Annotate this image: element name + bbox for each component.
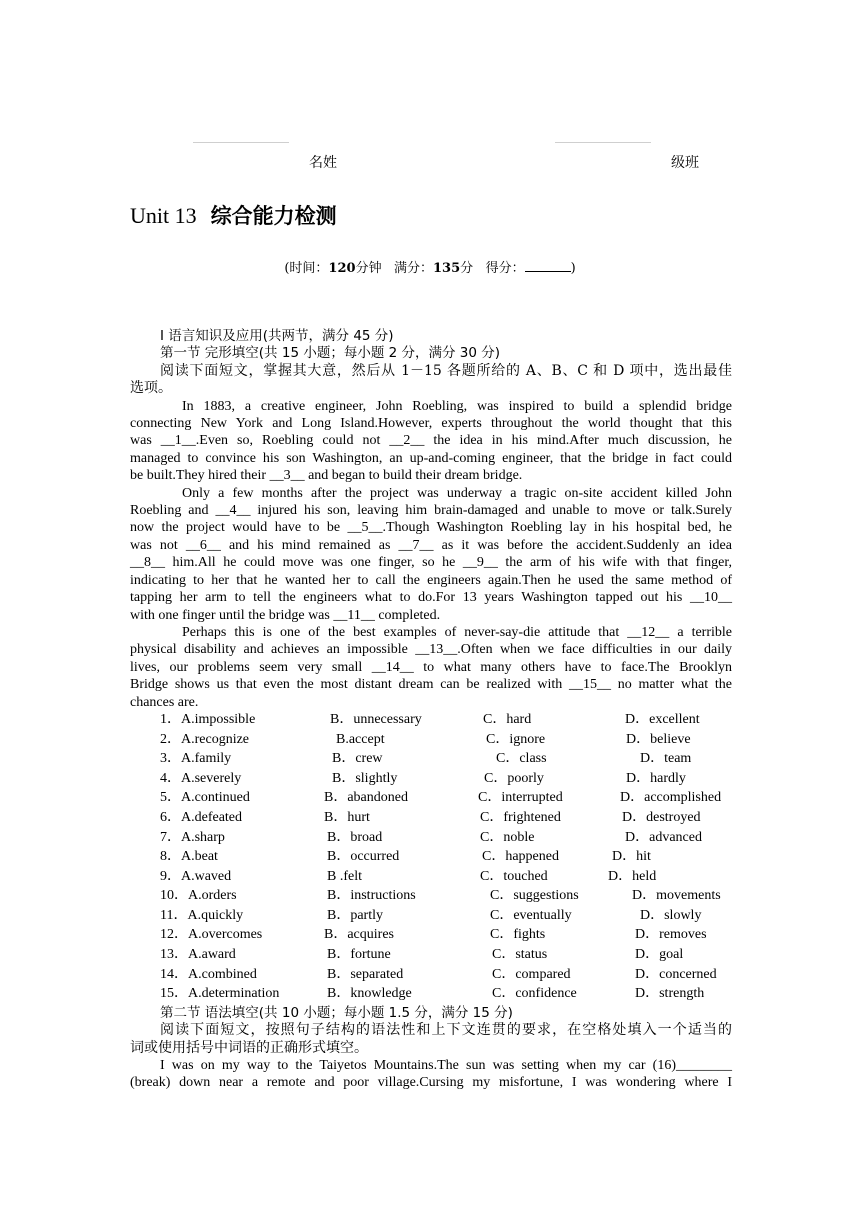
option-d[interactable]: D．team [640,751,692,767]
option-b[interactable]: B．occurred [327,849,400,865]
grammar-passage-line: I was on my way to the Taiyetos Mountains.The sun was setting when my car (16)________ [160,1058,732,1074]
option-a[interactable]: 3．A.family [160,751,232,767]
option-b[interactable]: B．knowledge [327,986,412,1002]
cloze-passage [130,398,732,711]
option-a[interactable]: 9．A.waved [160,868,232,884]
option-row [130,789,732,809]
option-c[interactable]: C．suggestions [490,888,579,904]
option-c[interactable]: C．poorly [484,770,544,786]
passage-line: managed to convince his son Washington, an up-and-coming engineer, that the bridge in fact could [130,450,732,466]
option-c[interactable]: C．frightened [480,809,561,825]
option-d[interactable]: D．destroyed [622,809,701,825]
title-cn: 综合能力检测 [210,204,337,228]
option-d[interactable]: D．movements [632,888,721,904]
sec1-instruction: 阅读下面短文，掌握其大意，然后从 1－15 各题所给的 A、B、C 和 D 项中，选出最佳 [160,362,732,379]
option-b[interactable]: B .felt [327,868,362,884]
option-row [130,926,732,946]
passage-line: Bridge shows us that even the most distant dream can be realized with __15__ no matter what the [130,677,732,693]
exam-meta [0,257,860,276]
option-c[interactable]: C．noble [480,829,535,845]
option-row [130,711,732,731]
passage-line: with one finger until the bridge was __11__ completed. [130,607,441,623]
passage-line: physical disability and achieves an impossible __13__.Often when we face difficulties in our daily [130,642,732,658]
option-b[interactable]: B．separated [327,966,404,982]
option-b[interactable]: B．instructions [327,888,416,904]
option-c[interactable]: C．ignore [486,731,546,747]
name-label: 名姓 [309,155,337,171]
option-c[interactable]: C．hard [483,711,532,727]
sec1-heading: 第一节 完形填空(共 15 小题；每小题 2 分，满分 30 分) [160,345,501,362]
option-row [130,868,732,888]
option-row [130,809,732,829]
sec2-heading: 第二节 语法填空(共 10 小题；每小题 1.5 分，满分 15 分) [160,1004,513,1021]
option-c[interactable]: C．confidence [492,986,577,1002]
time-label: (时间： [284,261,329,276]
option-c[interactable]: C．touched [480,868,548,884]
passage-line: was __1__.Even so, Roebling could not __2__ the idea in his mind.After much discussion, he [130,433,732,449]
full-unit: 分 [460,261,474,276]
option-b[interactable]: B.accept [336,731,385,747]
option-c[interactable]: C．interrupted [478,790,563,806]
option-row [130,966,732,986]
class-label: 级班 [671,155,699,171]
option-a[interactable]: 12．A.overcomes [160,927,263,943]
option-row [130,946,732,966]
option-d[interactable]: D．accomplished [620,790,722,806]
passage-line: indicating to her that he wanted her to call the engineers again.Then he used the same method of [130,572,732,588]
option-a[interactable]: 11．A.quickly [160,907,244,923]
exam-content [130,328,732,1092]
option-b[interactable]: B．abandoned [324,790,408,806]
option-c[interactable]: C．status [492,947,548,963]
option-row [130,829,732,849]
score-label: 得分： [485,261,525,276]
option-d[interactable]: D．hit [612,849,651,865]
name-line [193,142,289,143]
option-a[interactable]: 13．A.award [160,947,236,963]
option-a[interactable]: 1．A.impossible [160,711,256,727]
option-a[interactable]: 5．A.continued [160,790,250,806]
option-b[interactable]: B．crew [332,751,383,767]
passage-line: now the project would have to be __5__.Though Washington Roebling lay in his hospital bed, he [130,520,732,536]
option-row [130,731,732,751]
option-d[interactable]: D．goal [635,947,684,963]
score-blank[interactable] [525,259,571,272]
passage-line: Only a few months after the project was underway a tragic on-site accident killed John [182,485,732,501]
option-d[interactable]: D．strength [635,986,705,1002]
passage-line: was not __6__ and his mind remained as __7__ as it was before the accident.Suddenly an idea [130,537,732,553]
passage-line: Roebling and __4__ injured his son, leaving him brain-damaged and unable to move or talk.Surely [130,503,732,519]
full-value: 135 [433,261,461,276]
option-a[interactable]: 4．A.severely [160,770,242,786]
option-b[interactable]: B．unnecessary [330,711,422,727]
option-d[interactable]: D．advanced [625,829,702,845]
option-row [130,848,732,868]
option-c[interactable]: C．fights [490,927,546,943]
option-d[interactable]: D．held [608,868,657,884]
option-a[interactable]: 14．A.combined [160,966,257,982]
passage-line: lives, our problems seem very small __14__ to what many others have to face.The Brooklyn [130,659,732,675]
option-b[interactable]: B．broad [327,829,383,845]
grammar-passage-line: (break) down near a remote and poor village.Cursing my misfortune, I was wondering where I [130,1075,732,1091]
meta-close: ) [570,261,576,276]
part1-heading: Ⅰ 语言知识及应用(共两节，满分 45 分) [160,328,394,344]
option-b[interactable]: B．hurt [324,809,370,825]
option-d[interactable]: D．removes [635,927,707,943]
option-a[interactable]: 15．A.determination [160,986,280,1002]
option-a[interactable]: 10．A.orders [160,888,237,904]
option-d[interactable]: D．excellent [625,711,700,727]
time-unit: 分钟 [355,261,382,276]
option-row [130,750,732,770]
option-d[interactable]: D．believe [626,731,691,747]
option-b[interactable]: B．partly [327,907,383,923]
option-d[interactable]: D．slowly [640,907,702,923]
passage-line: chances are. [130,694,199,710]
option-row [130,770,732,790]
option-c[interactable]: C．eventually [490,907,572,923]
option-b[interactable]: B．acquires [324,927,394,943]
option-row [130,887,732,907]
option-a[interactable]: 8．A.beat [160,849,218,865]
title-unit: Unit 13 [130,203,197,228]
passage-line: __8__ him.All he could move was one finger, so he __9__ the arm of his wife with that finger, [130,555,732,571]
option-row [130,907,732,927]
sec2-instruction: 阅读下面短文，按照句子结构的语法性和上下文连贯的要求，在空格处填入一个适当的 [160,1022,732,1039]
passage-line: tapping her arm to tell the engineers what to do.For 13 years Washington tapped out his __10__ [130,590,732,606]
option-c[interactable]: C．class [496,751,547,767]
option-a[interactable]: 2．A.recognize [160,731,250,747]
option-row [130,985,732,1005]
option-c[interactable]: C．happened [482,849,559,865]
passage-line: be built.They hired their __3__ and began to build their dream bridge. [130,468,523,484]
cloze-options [130,711,732,1005]
option-d[interactable]: D．concerned [635,966,717,982]
sec2-instruction-cont: 词或使用括号中词语的正确形式填空。 [130,1039,368,1056]
class-line [555,142,651,143]
page-title [130,200,337,230]
option-d[interactable]: D．hardly [626,770,686,786]
option-a[interactable]: 6．A.defeated [160,809,243,825]
option-b[interactable]: B．slightly [332,770,398,786]
option-b[interactable]: B．fortune [327,947,391,963]
passage-line: In 1883, a creative engineer, John Roebling, was inspired to build a splendid bridge [182,398,732,414]
option-c[interactable]: C．compared [492,966,571,982]
full-label: 满分： [393,261,433,276]
time-value: 120 [328,261,356,276]
option-a[interactable]: 7．A.sharp [160,829,225,845]
passage-line: Perhaps this is one of the best examples of never-say-die attitude that __12__ a terrible [182,624,732,640]
passage-line: connecting New York and Long Island.However, experts throughout the world thought that this [130,416,732,432]
sec1-instruction-cont: 选项。 [130,380,172,397]
